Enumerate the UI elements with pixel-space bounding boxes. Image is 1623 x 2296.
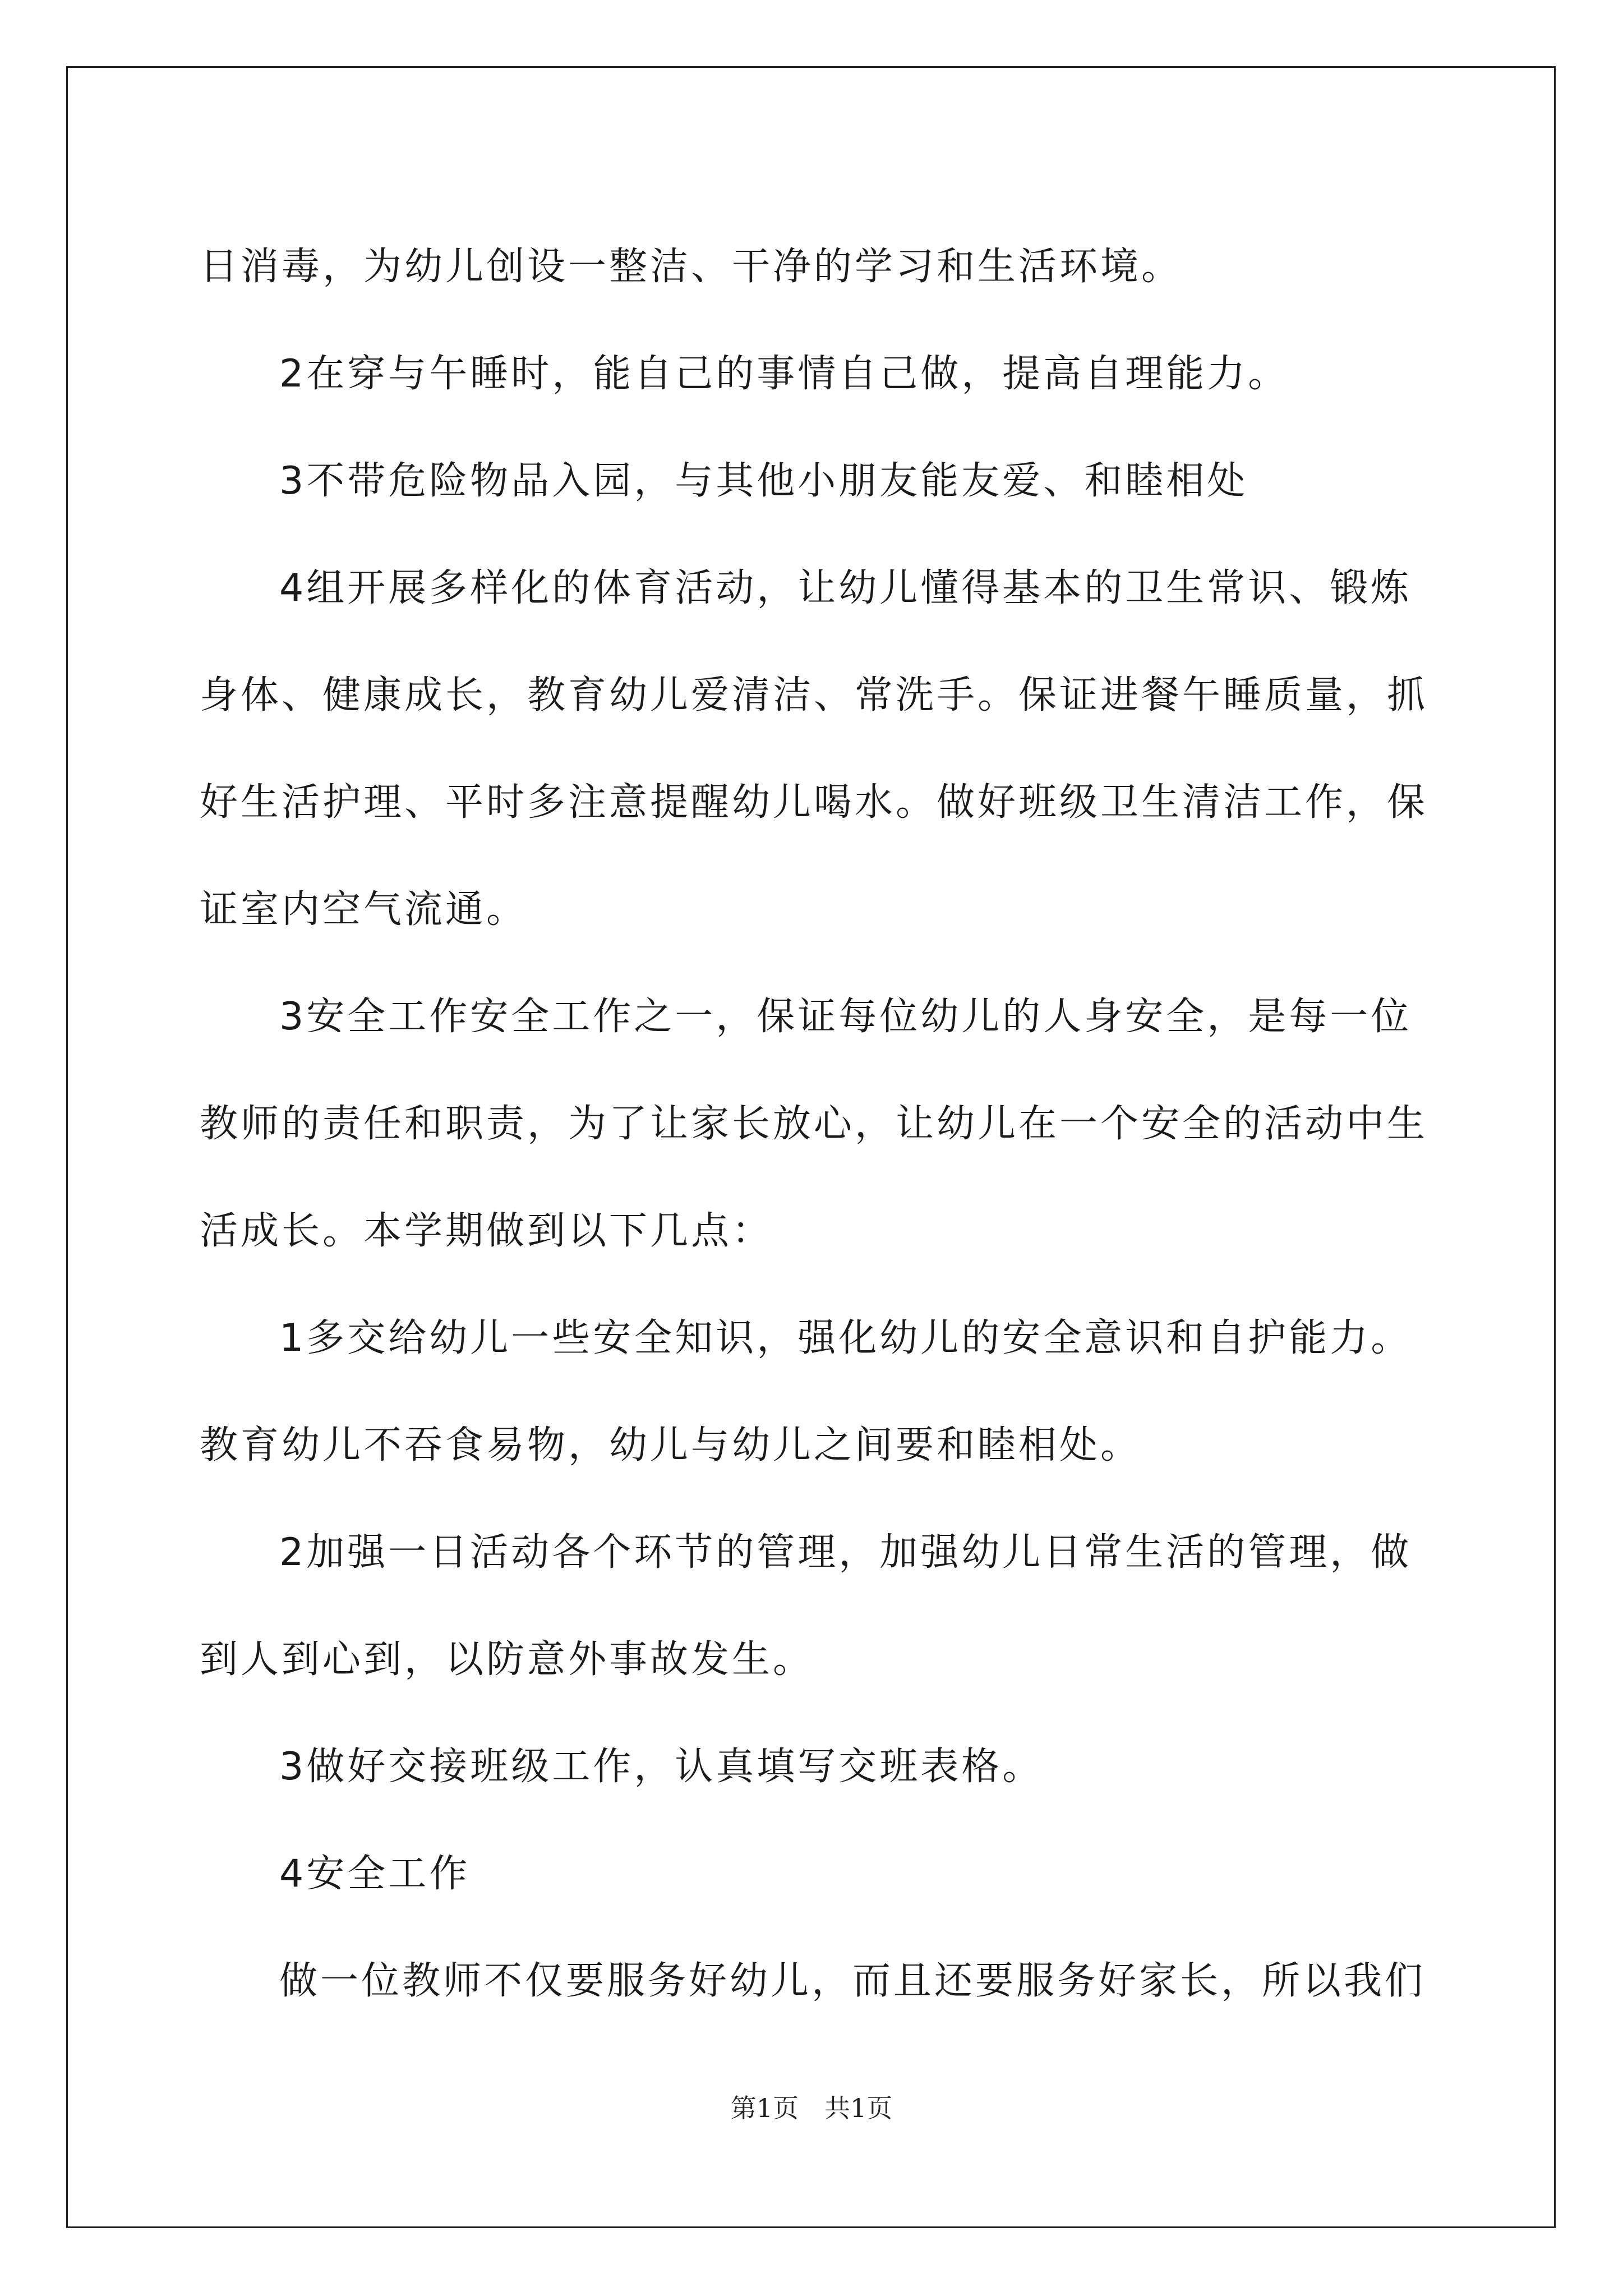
paragraph: 1多交给幼儿一些安全知识，强化幼儿的安全意识和自护能力。教育幼儿不吞食易物，幼儿与幼儿之间要和睦相处。 [200, 1316, 1412, 1467]
document-body [200, 213, 1428, 2035]
paragraph: 4组开展多样化的体育活动，让幼儿懂得基本的卫生常识、锻炼身体、健康成长，教育幼儿爱清洁、常洗手。保证进餐午睡质量，抓好生活护理、平时多注意提醒幼儿喝水。做好班级卫生清洁工作，保证室内空气流通。 [200, 566, 1428, 932]
paragraph: 4安全工作 [279, 1852, 471, 1896]
paragraph: 2加强一日活动各个环节的管理，加强幼儿日常生活的管理，做到人到心到，以防意外事故发生。 [200, 1530, 1412, 1682]
paragraph: 3不带危险物品入园，与其他小朋友能友爱、和睦相处 [279, 459, 1248, 503]
page-footer: 第1页 共1页 [730, 2093, 893, 2123]
paragraph: 3安全工作安全工作之一，保证每位幼儿的人身安全，是每一位教师的责任和职责，为了让家长放心，让幼儿在一个安全的活动中生活成长。本学期做到以下几点： [200, 995, 1428, 1253]
paragraph: 日消毒，为幼儿创设一整洁、干净的学习和生活环境。 [200, 245, 1183, 289]
paragraph: 2在穿与午睡时，能自己的事情自己做，提高自理能力。 [279, 352, 1289, 396]
paragraph: 3做好交接班级工作，认真填写交班表格。 [279, 1745, 1044, 1789]
paragraph: 做一位教师不仅要服务好幼儿，而且还要服务好家长，所以我们 [279, 1959, 1426, 2003]
